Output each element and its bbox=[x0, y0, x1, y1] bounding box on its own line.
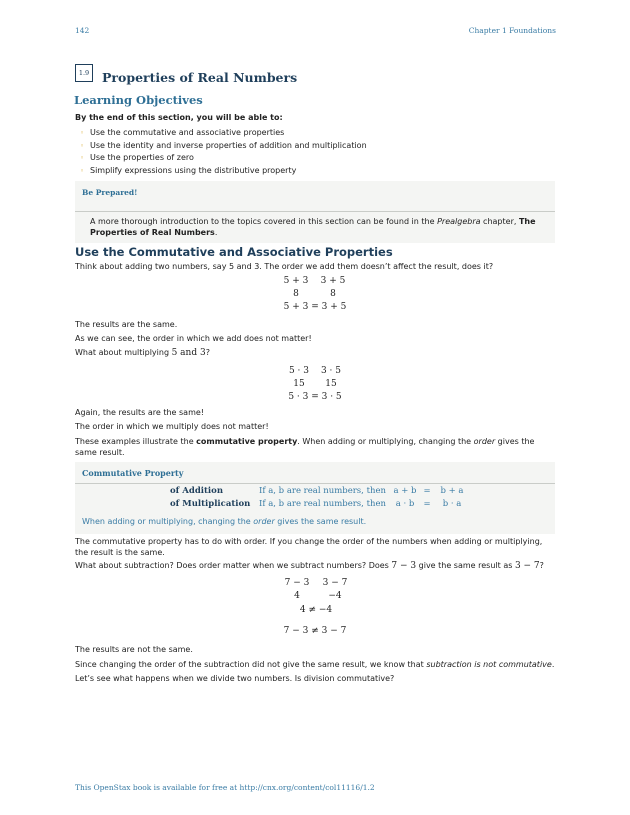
chapter-link[interactable]: The Properties of Real Numbers bbox=[90, 217, 536, 237]
text: . bbox=[551, 660, 555, 669]
text: give the same result as bbox=[416, 561, 515, 570]
list-item bbox=[80, 127, 367, 140]
property-condition: If a, b are real numbers, then bbox=[259, 486, 386, 496]
be-prepared-text-pre: A more thorough introduction to the topics covered in this section can be found in the bbox=[90, 217, 438, 226]
property-rhs: b + a bbox=[440, 486, 464, 496]
math-expression: 4 ≠ −4 bbox=[299, 605, 333, 615]
bullet-icon: ◦ bbox=[80, 154, 85, 162]
learning-objectives-title: Learning Objectives bbox=[74, 93, 203, 107]
math-expression: 3 + 5 bbox=[320, 276, 346, 286]
page-number: 142 bbox=[75, 26, 90, 35]
list-item bbox=[80, 140, 367, 153]
text: What about multiplying bbox=[75, 348, 172, 357]
subsection-title: Use the Commutative and Associative Properties bbox=[75, 245, 393, 259]
property-eq: = bbox=[423, 499, 431, 509]
text: . When adding or multiplying, changing the bbox=[297, 437, 474, 446]
text: gives the same result. bbox=[75, 437, 535, 457]
math-inline: 7 − 3 bbox=[391, 561, 417, 571]
property-label: of Multiplication bbox=[170, 499, 251, 509]
math-expression: 3 · 5 bbox=[320, 366, 342, 376]
objective-text: Use the properties of zero bbox=[90, 153, 194, 162]
text: When adding or multiplying, changing the bbox=[82, 517, 254, 526]
emphasis: order bbox=[473, 437, 496, 446]
divider bbox=[75, 483, 555, 484]
property-lhs: a · b bbox=[395, 499, 415, 509]
text: What about subtraction? Does order matter when we subtract numbers? Does bbox=[75, 561, 392, 570]
be-prepared-title: Be Prepared! bbox=[82, 188, 138, 197]
paragraph: Think about adding two numbers, say 5 and 3. The order we add them doesn’t affect the result, does it? bbox=[75, 262, 494, 271]
math-expression: 3 − 7 bbox=[322, 578, 348, 588]
be-prepared-text bbox=[90, 216, 550, 238]
paragraph bbox=[75, 660, 557, 671]
paragraph: The results are the same. bbox=[75, 320, 178, 329]
objective-text: Use the commutative and associative properties bbox=[90, 128, 285, 137]
paragraph: As we can see, the order in which we add does not matter! bbox=[75, 334, 312, 343]
bullet-icon: ◦ bbox=[80, 141, 85, 150]
list-item bbox=[80, 152, 367, 165]
bullet-icon: ◦ bbox=[80, 166, 85, 175]
math-inline: 5 and 3 bbox=[171, 348, 206, 358]
divider bbox=[75, 211, 555, 212]
objective-text: Use the identity and inverse properties of addition and multiplication bbox=[90, 140, 367, 150]
emphasis: order bbox=[253, 517, 275, 526]
objective-text: Simplify expressions using the distributive property bbox=[90, 165, 297, 175]
learning-objectives-intro: By the end of this section, you will be able to: bbox=[75, 113, 283, 122]
book-title: Prealgebra bbox=[437, 217, 481, 226]
math-expression: 5 + 3 = 3 + 5 bbox=[283, 302, 347, 312]
learning-objectives-list bbox=[80, 127, 367, 177]
math-expression: 15 bbox=[293, 379, 305, 389]
property-condition: If a, b are real numbers, then bbox=[259, 499, 386, 509]
paragraph: Again, the results are the same! bbox=[75, 408, 204, 417]
paragraph: The results are not the same. bbox=[75, 645, 193, 654]
math-expression: 8 bbox=[330, 289, 336, 299]
paragraph: Let’s see what happens when we divide two numbers. Is division commutative? bbox=[75, 674, 395, 683]
property-lhs: a + b bbox=[393, 486, 417, 496]
text: These examples illustrate the bbox=[75, 437, 197, 446]
paragraph: The order in which we multiply does not matter! bbox=[75, 422, 269, 431]
emphasis: subtraction is not commutative bbox=[426, 660, 552, 669]
paragraph: The commutative property has to do with order. If you change the order of the numbers when adding or multiplying, the result is the same. bbox=[75, 537, 543, 557]
be-prepared-text-end: . bbox=[214, 228, 218, 237]
term: commutative property bbox=[196, 437, 298, 446]
math-expression: 5 + 3 bbox=[283, 276, 309, 286]
text: gives the same result. bbox=[274, 517, 367, 526]
property-rhs: b · a bbox=[442, 499, 462, 509]
property-eq: = bbox=[423, 486, 431, 496]
paragraph bbox=[75, 348, 557, 359]
math-expression: 7 − 3 ≠ 3 − 7 bbox=[283, 626, 347, 636]
math-expression: 5 · 3 bbox=[288, 366, 310, 376]
paragraph bbox=[75, 437, 557, 458]
math-expression: 5 · 3 = 3 · 5 bbox=[288, 392, 342, 402]
math-expression: −4 bbox=[328, 591, 342, 601]
math-expression: 15 bbox=[325, 379, 337, 389]
section-number: 1.9 bbox=[78, 69, 90, 77]
property-note bbox=[82, 517, 366, 526]
section-title: Properties of Real Numbers bbox=[102, 70, 298, 85]
footer-text: This OpenStax book is available for free at http://cnx.org/content/col11116/1.2 bbox=[75, 783, 375, 792]
list-item bbox=[80, 165, 367, 178]
be-prepared-text-mid: chapter, bbox=[480, 217, 519, 226]
text: Since changing the order of the subtraction did not give the same result, we know that bbox=[75, 660, 427, 669]
math-expression: 4 bbox=[294, 591, 300, 601]
math-expression: 7 − 3 bbox=[284, 578, 310, 588]
math-expression: 8 bbox=[293, 289, 299, 299]
math-inline: 3 − 7 bbox=[514, 561, 540, 571]
commutative-property-title: Commutative Property bbox=[82, 468, 184, 478]
text: ? bbox=[205, 348, 210, 357]
section-number-box bbox=[75, 64, 93, 82]
paragraph bbox=[75, 561, 557, 572]
text: ? bbox=[539, 561, 544, 570]
chapter-title: Chapter 1 Foundations bbox=[468, 26, 556, 35]
property-label: of Addition bbox=[170, 486, 224, 496]
bullet-icon: ◦ bbox=[80, 129, 85, 137]
